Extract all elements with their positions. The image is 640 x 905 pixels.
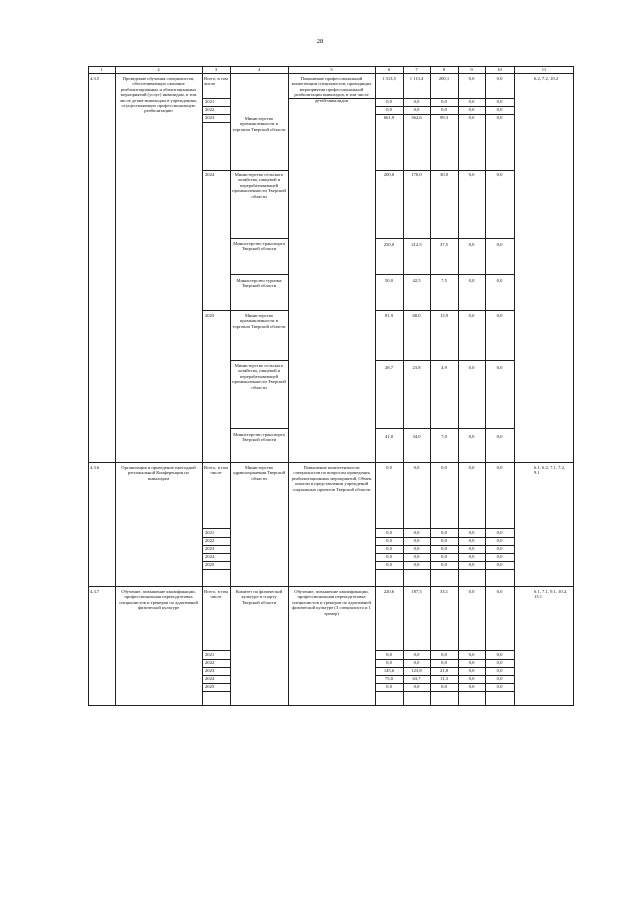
r437-2024-col7: 63,7 [412,676,421,681]
r437-total-col9: 0,0 [468,589,475,594]
r436-2025-col10: 0,0 [496,562,503,567]
r436-2021-col8: 0,0 [441,530,447,535]
year-rule [375,650,514,651]
r436-2023-col10: 0,0 [496,546,503,551]
v2024b-col7: 212,5 [411,242,422,247]
r436-total-col8: 0,0 [441,465,447,470]
total-label: Всего, в том числе [204,76,228,87]
r437-2025-col7: 0,0 [413,684,420,689]
year-2022-col6: 0,0 [386,107,392,112]
year-rule [375,691,514,692]
row-name: Проведение обучения специалистов, обеспечивающих оказание реабилитационных и абилитационных мероприятий (услуг) инвалидам, в том числе детям-инвалидам в учреждениях, осуществляющих профессиональную реабилитацию [119,76,198,114]
v2024c-col9: 0,0 [468,278,475,283]
year-2023-col9: 0,0 [468,115,475,120]
v2025b-col10: 0,0 [496,365,503,370]
v2024b-col8: 37,5 [439,242,449,247]
v2025a-col8: 13,9 [439,313,449,318]
executor: Министерство транспорта Тверской области [233,241,285,252]
column-rule [514,66,515,706]
r437-2023-col9: 0,0 [468,668,475,673]
v2024b-col9: 0,0 [468,242,475,247]
r436-total-col9: 0,0 [468,465,475,470]
year-rule [202,569,230,570]
v2025c-col7: 34,0 [412,434,421,439]
total-col6: 1 313,5 [382,76,396,81]
r436-total-col6: 0,0 [386,465,392,470]
year-label: 2023 [205,546,215,551]
r437-2021-col9: 0,0 [468,652,475,657]
r437-2021-col7: 0,0 [413,652,420,657]
r437-total-col6: 220,6 [383,589,395,594]
r437-2021-col8: 0,0 [441,652,447,657]
column-rule [403,66,404,706]
r436-2023-col8: 0,0 [441,546,447,551]
year-label: 2022 [205,107,215,112]
block-rule [230,428,288,429]
year-rule [202,122,230,123]
column-rule [115,66,116,706]
r436-2022-col6: 0,0 [386,538,392,543]
executor: Министерство промышленности и торговли Тверской области [232,313,286,329]
executor: Министерство туризма Тверской области [236,278,282,289]
r436-2023-col9: 0,0 [468,546,475,551]
r437-2023-col7: 123,8 [411,668,422,673]
v2024b-col6: 250,0 [383,242,395,247]
row-number: 4.3.7 [90,589,100,594]
r437-2021-col6: 0,0 [386,652,392,657]
block-rule [375,274,514,275]
r437-total-col10: 0,0 [496,589,503,594]
row-name: Организация и проведение ежегодной региональной Конференции по инвалидам [121,465,196,481]
v2025a-col9: 0,0 [468,313,475,318]
r436-2024-col8: 0,0 [441,554,447,559]
year-label: 2025 [205,313,215,318]
row-number: 4.3.6 [90,465,100,470]
column-rule [230,66,231,706]
v2024a-col7: 170,0 [411,172,422,177]
year-2023-col10: 0,0 [496,115,503,120]
v2025c-col10: 0,0 [496,434,503,439]
header-cell: 7 [415,67,418,72]
r437-2022-col9: 0,0 [468,660,475,665]
r437-2025-col10: 0,0 [496,684,503,689]
r436-2025-col8: 0,0 [441,562,447,567]
v2024c-col7: 42,5 [412,278,421,283]
year-label: 2021 [205,652,215,657]
total-label: Всего, в том числе [204,589,228,600]
year-label: 2023 [205,115,215,120]
v2024a-col6: 200,0 [383,172,395,177]
r437-2024-col8: 11,3 [440,676,448,681]
year-label: 2024 [205,676,215,681]
program-table [88,66,574,706]
r436-2024-col10: 0,0 [496,554,503,559]
v2024c-col8: 7,5 [441,278,447,283]
block-rule [375,360,514,361]
year-2023-col8: 99,3 [439,115,449,120]
v2025b-col7: 23,8 [412,365,421,370]
year-label: 2025 [205,562,215,567]
row-rule [88,462,574,463]
block-rule [375,238,514,239]
year-label: 2023 [205,668,215,673]
year-rule [375,528,514,529]
row-codes: 6.2, 7.2, 10.2 [534,76,559,81]
header-cell: 2 [157,67,160,72]
r437-2023-col8: 21,8 [439,668,449,673]
r437-2025-col8: 0,0 [441,684,447,689]
r436-2021-col9: 0,0 [468,530,475,535]
r436-2025-col6: 0,0 [386,562,392,567]
year-rule [375,569,514,570]
row-result: Повышение профессиональной компетенции специалистов, проводящих мероприятия профессиональной реабилитации инвалидов, в том числе детей-инвалидов [291,76,372,103]
header-cell: 4 [257,67,261,72]
year-2021-col8: 0,0 [441,99,447,104]
v2024b-col10: 0,0 [496,242,503,247]
year-2021-col7: 0,0 [413,99,420,104]
r437-2022-col8: 0,0 [441,660,447,665]
header-cell: 3 [214,67,218,72]
total-col8: 200,1 [438,76,450,81]
column-rule [202,66,203,706]
column-rule [430,66,431,706]
block-rule [230,360,288,361]
year-2023-col6: 661,9 [383,115,395,120]
block-rule [375,310,514,311]
v2025b-col8: 4,9 [441,365,447,370]
r437-2025-col6: 0,0 [386,684,392,689]
total-col7: 1 113,4 [409,76,424,81]
year-label: 2025 [205,684,215,689]
column-rule [288,66,289,706]
r436-2024-col6: 0,0 [386,554,392,559]
header-cell: 6 [387,67,391,72]
r436-2022-col10: 0,0 [496,538,503,543]
v2025a-col6: 81,9 [384,313,394,318]
r437-2025-col9: 0,0 [468,684,475,689]
header-cell: 8 [442,67,446,72]
total-col10: 0,0 [496,76,503,81]
header-cell: 10 [497,67,502,72]
year-2021-col10: 0,0 [496,99,503,104]
v2024a-col8: 30,0 [439,172,449,177]
r437-2023-col10: 0,0 [496,668,503,673]
column-rule [458,66,459,706]
r436-2025-col9: 0,0 [468,562,475,567]
v2024a-col9: 0,0 [468,172,475,177]
year-label: 2022 [205,538,215,543]
year-2021-col6: 0,0 [386,99,392,104]
r436-2021-col7: 0,0 [413,530,420,535]
executor: Министерство сельского хозяйства, пищевой и перерабатывающей промышленности Тверской области [232,363,286,390]
total-label: Всего, в том числе [204,465,228,476]
executor: Министерство здравоохранения Тверской области [232,465,286,481]
executor: Министерство транспорта Тверской области [233,432,285,443]
year-2022-col9: 0,0 [468,107,475,112]
v2024c-col6: 50,0 [384,278,394,283]
year-2021-col9: 0,0 [468,99,475,104]
column-rule [375,66,376,706]
r436-2025-col7: 0,0 [413,562,420,567]
row-codes: 6.1, 7.1, 9.1, 10.2, 13.1 [534,589,568,600]
row-result: Повышение компетентности специалистов по вопросам проведения реабилитационных мероприятий. Обмен опытом в представлении учреждений социальных проектов Тверской области [291,465,372,492]
header-rule [88,73,574,74]
r436-2023-col7: 0,0 [413,546,420,551]
header-cell: 5 [330,67,333,72]
v2025a-col10: 0,0 [496,313,503,318]
r437-2024-col9: 0,0 [468,676,475,681]
r436-2024-col9: 0,0 [468,554,475,559]
v2025a-col7: 68,0 [412,313,421,318]
r437-2021-col10: 0,0 [496,652,503,657]
r437-2024-col10: 0,0 [496,676,503,681]
r437-2024-col6: 75,0 [384,676,394,681]
executor: Министерство сельского хозяйства, пищевой и перерабатывающей промышленности Тверской области [232,172,286,199]
block-rule [375,428,514,429]
block-rule [202,170,288,171]
r436-2021-col6: 0,0 [386,530,392,535]
page-number: 28 [316,38,324,45]
r437-2022-col10: 0,0 [496,660,503,665]
v2024c-col10: 0,0 [496,278,503,283]
header-cell: 9 [470,67,473,72]
v2025c-col9: 0,0 [468,434,475,439]
r437-2022-col6: 0,0 [386,660,392,665]
year-label: 2022 [205,660,215,665]
year-rule [202,650,230,651]
year-label: 2024 [205,172,215,177]
r437-2022-col7: 0,0 [413,660,420,665]
row-name: Обучение, повышение квалификации, профессиональная переподготовка специалистов и тренеров по адаптивной физической культуре [119,589,198,611]
r436-2021-col10: 0,0 [496,530,503,535]
header-cell: 1 [100,67,103,72]
year-label: 2021 [205,99,215,104]
r436-2022-col9: 0,0 [468,538,475,543]
r437-total-col8: 33,1 [439,589,449,594]
row-number: 4.3.5 [90,76,100,81]
r436-2022-col8: 0,0 [441,538,447,543]
total-col9: 0,0 [468,76,475,81]
year-label: 2024 [205,554,215,559]
row-rule [88,586,574,587]
year-2023-col7: 562,6 [411,115,422,120]
year-2022-col10: 0,0 [496,107,503,112]
executor: Комитет по физической культуре и спорту Тверской области [235,589,283,605]
year-2022-col8: 0,0 [441,107,447,112]
v2025b-col9: 0,0 [468,365,475,370]
block-rule [230,238,288,239]
row-result: Обучение, повышение квалификации, профессиональная переподготовка специалистов и тренеров по адаптивной физической культуре (3 специалиста и 1 тренер) [292,589,371,616]
v2024a-col10: 0,0 [496,172,503,177]
year-rule [202,691,230,692]
block-rule [230,274,288,275]
block-rule [202,310,288,311]
r436-2024-col7: 0,0 [413,554,420,559]
v2025b-col6: 28,7 [384,365,394,370]
column-rule [485,66,486,706]
block-rule [375,170,514,171]
r436-total-col7: 0,0 [413,465,420,470]
year-rule [202,528,230,529]
r436-total-col10: 0,0 [496,465,503,470]
r437-2023-col6: 145,6 [383,668,395,673]
r436-2023-col6: 0,0 [386,546,392,551]
header-cell: 11 [541,67,547,72]
v2025c-col6: 41,0 [384,434,394,439]
year-2022-col7: 0,0 [413,107,420,112]
r437-total-col7: 187,5 [411,589,422,594]
row-codes: 6.1, 6.2, 7.1, 7.2, 9.1 [534,465,566,476]
r436-2022-col7: 0,0 [413,538,420,543]
v2025c-col8: 7,0 [441,434,447,439]
executor: Министерство промышленности и торговли Тверской области [232,116,286,132]
year-label: 2021 [205,530,215,535]
